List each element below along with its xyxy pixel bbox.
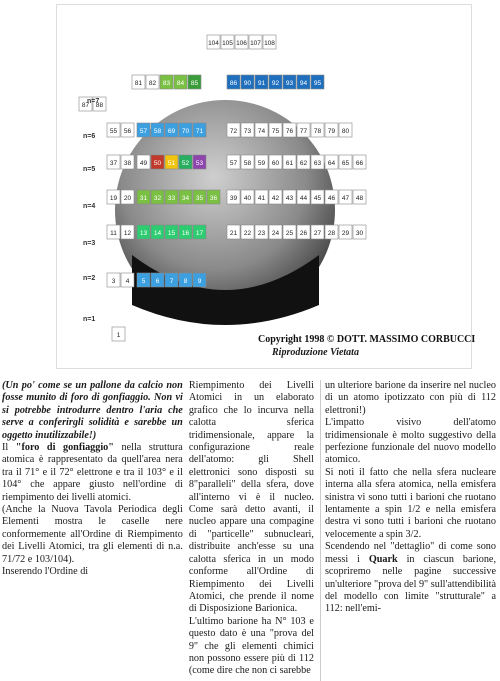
element-number: 69 (167, 128, 176, 135)
element-number: 20 (123, 195, 132, 202)
element-number: 77 (299, 128, 308, 135)
element-number: 8 (183, 278, 188, 285)
element-number: 57 (229, 160, 238, 167)
element-number: 53 (195, 160, 204, 167)
element-number: 82 (148, 80, 157, 87)
element-number: 90 (243, 80, 252, 87)
element-number: 38 (123, 160, 132, 167)
paragraph: (Anche la Nuova Tavola Periodica degli Elementi mostra le caselle nere conformemente all'Ordine di Riempimento dei Livelli Atomici, tra gli elementi di n.a. 71/72 e 103/104). (2, 504, 183, 565)
element-number: 1 (116, 332, 121, 339)
element-number: 56 (123, 128, 132, 135)
element-number: 73 (243, 128, 252, 135)
element-number: 87 (81, 102, 90, 109)
element-number: 51 (167, 160, 176, 167)
element-number: 30 (355, 230, 364, 237)
element-number: 85 (190, 80, 199, 87)
element-number: 58 (153, 128, 162, 135)
element-number: 61 (285, 160, 294, 167)
column-3 (320, 380, 496, 681)
element-number: 27 (313, 230, 322, 237)
intro-paragraph: (Un po' come se un pallone da calcio non fosse munito di foro di gonfiaggio. Non vi si potrebbe introdurre dentro l'aria che serve a conferirgli solidità e sarebbe un oggetto inutilizzabile!) (2, 380, 183, 441)
element-number: 13 (139, 230, 148, 237)
element-number: 88 (95, 102, 104, 109)
element-number: 40 (243, 195, 252, 202)
element-number: 24 (271, 230, 280, 237)
column-2 (189, 380, 314, 681)
element-number: 31 (139, 195, 148, 202)
element-number: 84 (176, 80, 185, 87)
element-number: 60 (271, 160, 280, 167)
element-number: 104 (208, 40, 219, 47)
element-number: 49 (139, 160, 148, 167)
element-number: 36 (209, 195, 218, 202)
element-number: 43 (285, 195, 294, 202)
shell-label: n=6 (83, 133, 96, 140)
element-number: 26 (299, 230, 308, 237)
shell-label: n=1 (83, 316, 96, 323)
element-number: 5 (141, 278, 146, 285)
element-number: 28 (327, 230, 336, 237)
element-number: 78 (313, 128, 322, 135)
element-number: 22 (243, 230, 252, 237)
element-number: 7 (169, 278, 174, 285)
paragraph: Riempimento dei Livelli Atomici in un elaborato grafico che lo incurva nella calotta sferica tridimensionale, appare la configurazione reale dell'atomo: gli Shell elettronici sono disposti su 8"paralleli" della sfera, dove all'interno vi è il nucleo. Come sarà detto avanti, il nucleo appare una compagine di "particelle" subnucleari, distribuite anch'esse su una calotta sferica in un modo conforme all'Ordine di Riempimento dei Livelli Atomici, che prende il nome di Disposizione Barionica. (188, 380, 314, 615)
element-number: 45 (313, 195, 322, 202)
element-number: 50 (153, 160, 162, 167)
element-number: 17 (195, 230, 204, 237)
paragraph: L'ultimo barione ha N° 103 e questo dato è una "prova del 9" che gli elementi chimici non possono essere più di 112 (come dire che non ci sarebbe (188, 615, 314, 677)
element-number: 44 (299, 195, 308, 202)
element-number: 33 (167, 195, 176, 202)
element-number: 93 (285, 80, 294, 87)
paragraph: un ulteriore barione da inserire nel nucleo di un atomo ipotizzato con più di 112 elettroni!) (324, 380, 496, 416)
element-number: 32 (153, 195, 162, 202)
element-number: 91 (257, 80, 266, 87)
element-number: 108 (264, 40, 275, 47)
element-number: 95 (313, 80, 322, 87)
element-number: 37 (109, 160, 118, 167)
atom-sphere-diagram (57, 5, 471, 368)
paragraph: Si noti il fatto che nella sfera nucleare interna alla sfera atomica, nella emisfera sinistra vi sono tutti i barioni che ruotano lentamente a spin 1/2 e nella emisfera destra vi sono tutti i barioni che ruotano velocemente a spin 3/2. (324, 466, 496, 540)
article-body (2, 380, 496, 681)
element-number: 47 (341, 195, 350, 202)
element-number: 6 (155, 278, 160, 285)
column-1 (2, 380, 183, 681)
element-number: 9 (197, 278, 202, 285)
element-number: 86 (229, 80, 238, 87)
element-number: 52 (181, 160, 190, 167)
reproduction-notice: Riproduzione Vietata (272, 347, 359, 358)
element-number: 72 (229, 128, 238, 135)
element-number: 19 (109, 195, 118, 202)
element-number: 46 (327, 195, 336, 202)
element-number: 42 (271, 195, 280, 202)
copyright-text: Copyright 1998 © DOTT. MASSIMO CORBUCCI (258, 334, 476, 345)
element-number: 70 (181, 128, 190, 135)
element-number: 58 (243, 160, 252, 167)
element-number: 83 (162, 80, 171, 87)
element-number: 79 (327, 128, 336, 135)
element-number: 14 (153, 230, 162, 237)
element-number: 64 (327, 160, 336, 167)
element-number: 12 (123, 230, 132, 237)
element-number: 3 (111, 278, 116, 285)
figure-frame (56, 4, 472, 369)
element-number: 106 (236, 40, 247, 47)
shell-label: n=2 (83, 275, 96, 282)
element-number: 80 (341, 128, 350, 135)
paragraph: Scendendo nel "dettaglio" di come sono messi i Quark in ciascun barione, scopriremo nelle pagine successive un'ulteriore "prova del 9" sull'attendibilità del modello con limite "strutturale" a 112: nell'emi- (324, 541, 496, 615)
element-number: 71 (195, 128, 204, 135)
element-number: 94 (299, 80, 308, 87)
shell-label: n=5 (83, 166, 96, 173)
element-number: 55 (109, 128, 118, 135)
element-number: 92 (271, 80, 280, 87)
element-number: 57 (139, 128, 148, 135)
element-number: 74 (257, 128, 266, 135)
element-number: 66 (355, 160, 364, 167)
element-number: 107 (250, 40, 261, 47)
element-number: 39 (229, 195, 238, 202)
element-number: 76 (285, 128, 294, 135)
paragraph: Inserendo l'Ordine di (2, 566, 89, 578)
element-number: 63 (313, 160, 322, 167)
element-number: 81 (134, 80, 143, 87)
element-number: 23 (257, 230, 266, 237)
element-number: 34 (181, 195, 190, 202)
element-number: 62 (299, 160, 308, 167)
element-number: 48 (355, 195, 364, 202)
shell-label: n=3 (83, 240, 96, 247)
element-number: 11 (110, 230, 117, 237)
element-number: 105 (222, 40, 233, 47)
paragraph: L'impatto visivo dell'atomo tridimensionale è molto suggestivo della perfezione funzionale del nuovo modello atomico. (324, 417, 496, 466)
element-number: 59 (257, 160, 266, 167)
element-number: 15 (167, 230, 176, 237)
element-number: 16 (181, 230, 190, 237)
element-number: 21 (229, 230, 238, 237)
shell-label: n=4 (83, 203, 96, 210)
element-number: 75 (271, 128, 280, 135)
element-number: 65 (341, 160, 350, 167)
element-number: 25 (285, 230, 294, 237)
paragraph: Il "foro di gonfiaggio" nella struttura atomica è rappresentato da quell'area nera tra il 71° e il 72° elettrone e tra il 103° e il 104° che appare giusto nell'ordine di riempimento dei livelli atomici. (2, 442, 183, 503)
element-number: 41 (257, 195, 266, 202)
element-number: 35 (195, 195, 204, 202)
element-number: 4 (125, 278, 130, 285)
shell-label: n=7 (87, 98, 100, 105)
element-number: 29 (341, 230, 350, 237)
